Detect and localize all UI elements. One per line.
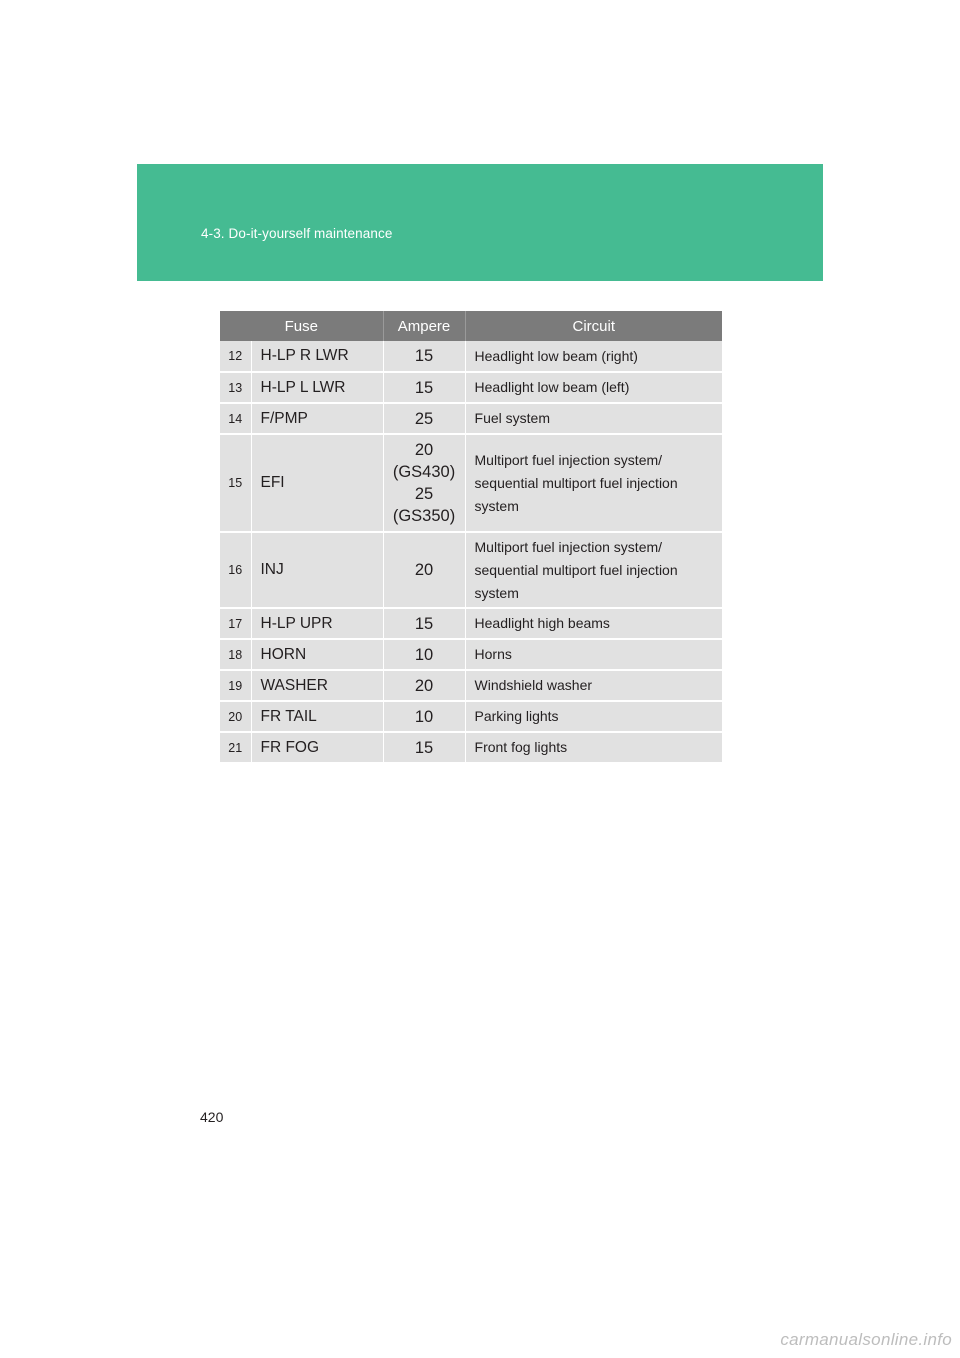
fuse-ampere <box>383 732 465 763</box>
ampere-line: 25 <box>414 485 434 503</box>
fuse-ampere <box>383 701 465 732</box>
fuse-number: 19 <box>220 670 251 701</box>
table-row <box>220 341 722 372</box>
ampere-line: 15 <box>414 347 434 365</box>
fuse-name: H-LP UPR <box>251 608 383 639</box>
section-title: 4-3. Do-it-yourself maintenance <box>201 226 393 241</box>
fuse-circuit: Windshield washer <box>465 670 722 701</box>
table-row <box>220 532 722 608</box>
fuse-number: 12 <box>220 341 251 372</box>
fuse-number: 15 <box>220 434 251 532</box>
fuse-number: 14 <box>220 403 251 434</box>
header-band <box>137 164 823 281</box>
fuse-name: FR TAIL <box>251 701 383 732</box>
fuse-circuit: Headlight low beam (left) <box>465 372 722 403</box>
ampere-line: 15 <box>414 614 434 633</box>
fuse-circuit: Front fog lights <box>465 732 722 763</box>
fuse-ampere <box>383 403 465 434</box>
fuse-circuit: Multiport fuel injection system/ sequential multiport fuel injection system <box>465 532 722 608</box>
fuse-name: F/PMP <box>251 403 383 434</box>
table-row <box>220 670 722 701</box>
table-row <box>220 403 722 434</box>
table-row <box>220 608 722 639</box>
fuse-number: 13 <box>220 372 251 403</box>
table-row <box>220 434 722 532</box>
ampere-line: (GS430) <box>392 463 456 481</box>
fuse-circuit: Horns <box>465 639 722 670</box>
watermark: carmanualsonline.info <box>780 1330 952 1349</box>
fuse-ampere <box>383 639 465 670</box>
table-header-row <box>220 311 722 341</box>
table-row <box>220 732 722 763</box>
table-row <box>220 639 722 670</box>
fuse-circuit: Parking lights <box>465 701 722 732</box>
fuse-number: 17 <box>220 608 251 639</box>
fuse-name: FR FOG <box>251 732 383 763</box>
fuse-ampere <box>383 434 465 532</box>
ampere-line: 15 <box>414 738 434 757</box>
ampere-line: 15 <box>414 378 434 397</box>
fuse-number: 20 <box>220 701 251 732</box>
ampere-line: 20 <box>414 676 434 695</box>
ampere-line: 20 <box>414 441 434 459</box>
fuse-name: INJ <box>251 532 383 608</box>
fuse-circuit: Headlight high beams <box>465 608 722 639</box>
column-header-fuse: Fuse <box>220 311 383 341</box>
fuse-number: 18 <box>220 639 251 670</box>
fuse-name: HORN <box>251 639 383 670</box>
ampere-line: 20 <box>414 561 434 579</box>
ampere-line: 10 <box>414 707 434 726</box>
column-header-ampere: Ampere <box>383 311 465 341</box>
fuse-name: WASHER <box>251 670 383 701</box>
fuse-number: 21 <box>220 732 251 763</box>
fuse-name: H-LP R LWR <box>251 341 383 372</box>
fuse-table <box>220 311 722 764</box>
fuse-circuit: Multiport fuel injection system/ sequential multiport fuel injection system <box>465 434 722 532</box>
fuse-ampere <box>383 670 465 701</box>
page-number: 420 <box>200 1109 224 1125</box>
table-row <box>220 372 722 403</box>
fuse-circuit: Headlight low beam (right) <box>465 341 722 372</box>
fuse-circuit: Fuel system <box>465 403 722 434</box>
fuse-name: EFI <box>251 434 383 532</box>
fuse-ampere <box>383 532 465 608</box>
fuse-ampere <box>383 372 465 403</box>
ampere-line: 25 <box>414 409 434 428</box>
fuse-number: 16 <box>220 532 251 608</box>
column-header-circuit: Circuit <box>465 311 722 341</box>
ampere-line: 10 <box>414 645 434 664</box>
fuse-name: H-LP L LWR <box>251 372 383 403</box>
ampere-line: (GS350) <box>392 507 456 525</box>
fuse-ampere <box>383 341 465 372</box>
table-row <box>220 701 722 732</box>
fuse-ampere <box>383 608 465 639</box>
